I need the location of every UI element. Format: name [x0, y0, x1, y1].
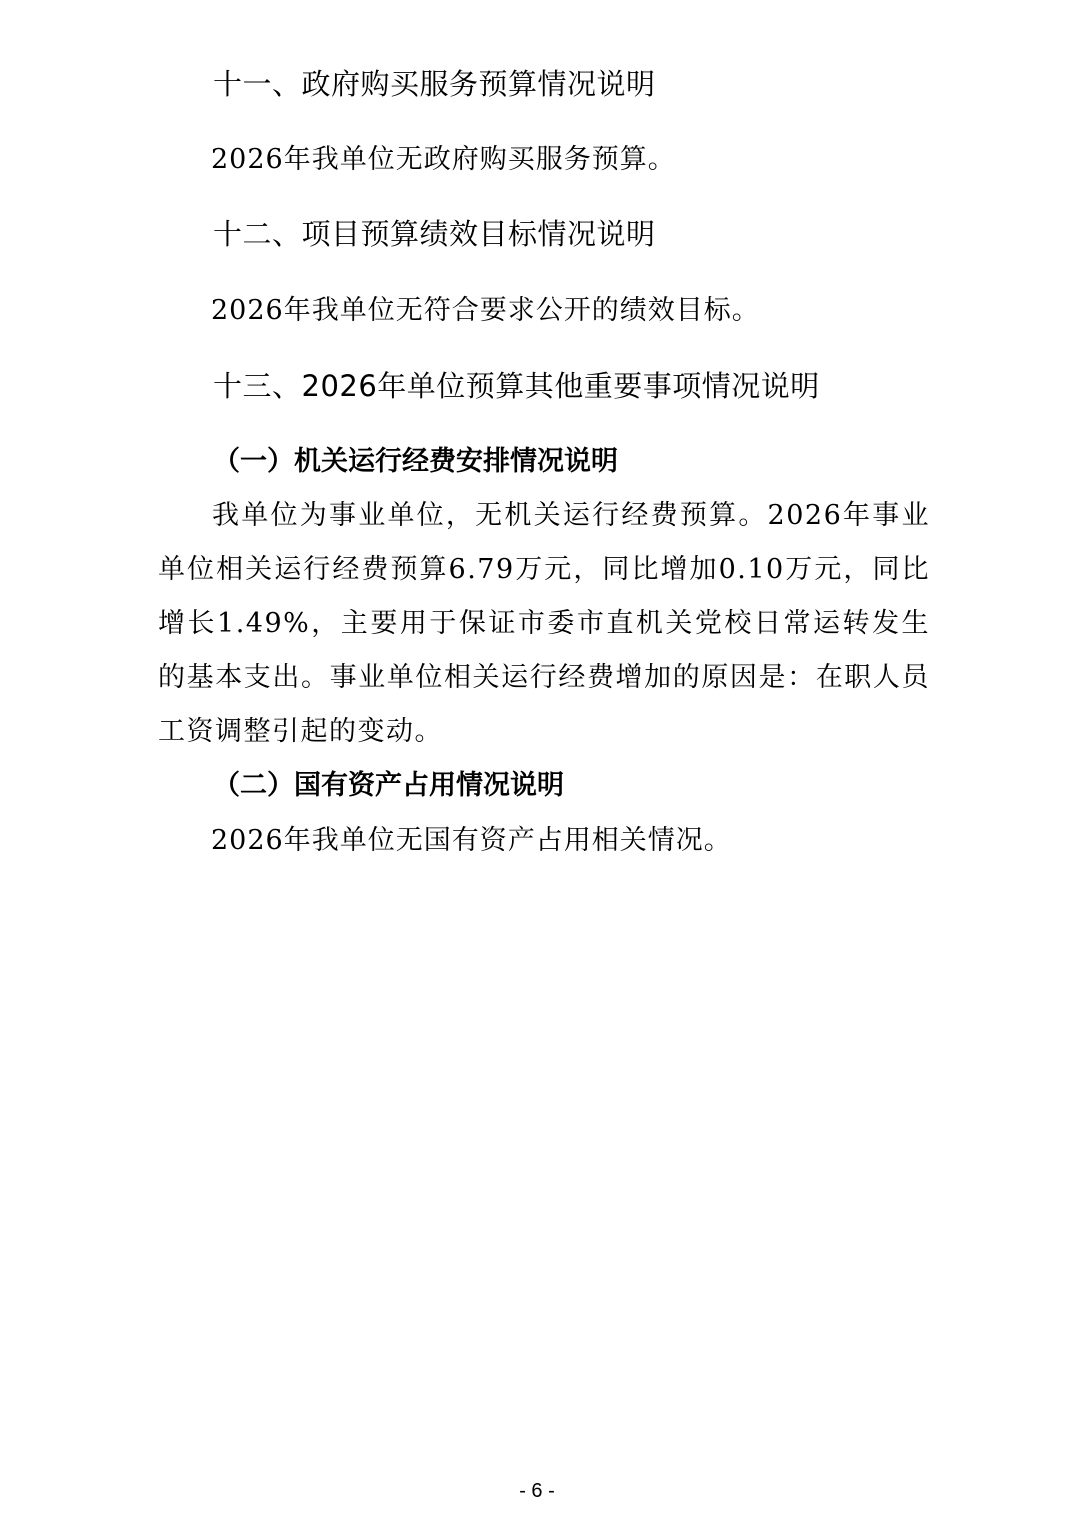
subsection-1-body: 我单位为事业单位，无机关运行经费预算。2026年事业单位相关运行经费预算6.79万元，同比增加0.10万元，同比增长1.49%，主要用于保证市委市直机关党校日常运转发生的基本支出。事业单位相关运行经费增加的原因是：在职人员工资调整引起的变动。 [158, 500, 930, 747]
subsection-2-heading: （二）国有资产占用情况说明 [213, 770, 564, 801]
section-12-heading: 十二、项目预算绩效目标情况说明 [213, 217, 656, 251]
section-11-body: 2026年我单位无政府购买服务预算。 [211, 144, 676, 175]
subsection-2-body: 2026年我单位无国有资产占用相关情况。 [211, 825, 732, 856]
section-12-body: 2026年我单位无符合要求公开的绩效目标。 [211, 295, 760, 326]
subsection-1-heading: （一）机关运行经费安排情况说明 [213, 446, 618, 477]
page-number: - 6 - [519, 1480, 555, 1502]
section-13-heading: 十三、2026年单位预算其他重要事项情况说明 [213, 369, 820, 403]
section-11-heading: 十一、政府购买服务预算情况说明 [213, 67, 656, 101]
